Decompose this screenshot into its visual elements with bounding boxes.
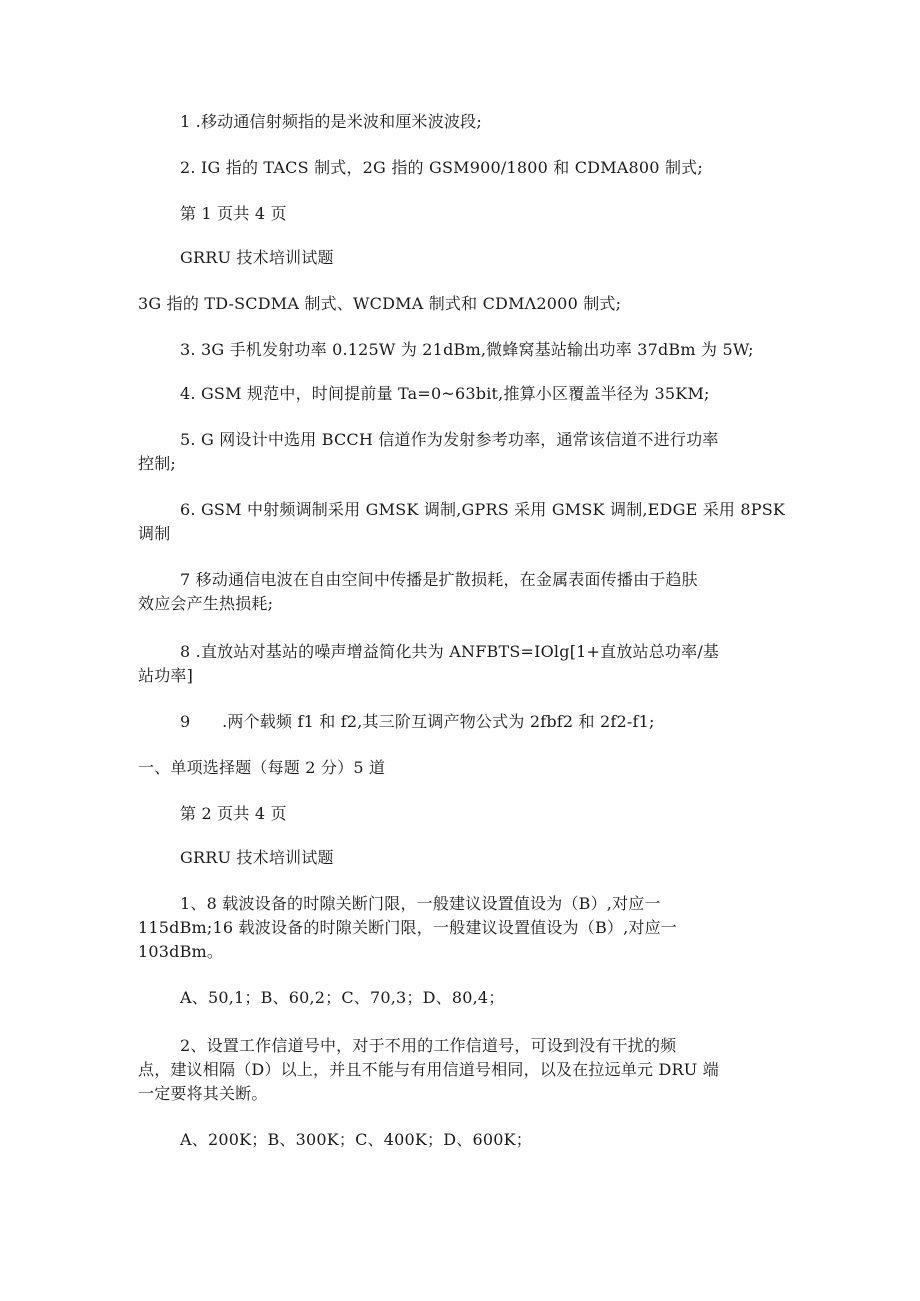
question-1-line-2: 115dBm;16 载波设备的时隙关断门限，一般建议设置值设为（B）,对应一	[138, 918, 677, 937]
question-2-options: A、200K；B、300K；C、400K；D、600K；	[180, 1130, 532, 1149]
item-5-line-2: 控制;	[138, 454, 176, 473]
question-1-options: A、50,1；B、60,2；C、70,3；D、80,4；	[180, 988, 505, 1007]
question-2-line-2: 点，建议相隔（D）以上，并且不能与有用信道号相同，以及在拉远单元 DRU 端	[138, 1060, 719, 1079]
question-1-line-3: 103dBm。	[138, 942, 224, 961]
item-8-line-1: 8 .直放站对基站的噪声增益简化共为 ANFBTS=IOlg[1+直放站总功率/基	[180, 642, 720, 661]
section-title: 一、单项选择题（每题 2 分）5 道	[138, 758, 386, 777]
item-2: 2. IG 指的 TACS 制式，2G 指的 GSM900/1800 和 CDMA800 制式;	[180, 158, 703, 177]
item-4: 4. GSM 规范中，时间提前量 Ta=0~63bit,推算小区覆盖半径为 35KM;	[180, 384, 710, 403]
item-1: 1 .移动通信射频指的是米波和厘米波波段;	[180, 112, 482, 131]
item-6-line-2: 调制	[138, 524, 171, 543]
item-3: 3. 3G 手机发射功率 0.125W 为 21dBm,微蜂窝基站输出功率 37dBm 为 5W;	[180, 340, 754, 359]
question-2-line-3: 一定要将其关断。	[138, 1084, 268, 1103]
item-5-line-1: 5. G 网设计中选用 BCCH 信道作为发射参考功率，通常该信道不进行功率	[180, 430, 719, 449]
page-header-2: GRRU 技术培训试题	[180, 848, 334, 867]
item-6-line-1: 6. GSM 中射频调制采用 GMSK 调制,GPRS 采用 GMSK 调制,EDGE 采用 8PSK	[180, 500, 786, 519]
item-9: 9 .两个载频 f1 和 f2,其三阶互调产物公式为 2fbf2 和 2f2-f1;	[180, 712, 655, 731]
question-1-line-1: 1、8 载波设备的时隙关断门限，一般建议设置值设为（B）,对应一	[180, 894, 661, 913]
page-number-2: 第 2 页共 4 页	[180, 804, 287, 823]
item-7-line-1: 7 移动通信电波在自由空间中传播是扩散损耗，在金属表面传播由于趋肤	[180, 570, 698, 589]
page-number-1: 第 1 页共 4 页	[180, 204, 287, 223]
item-7-line-2: 效应会产生热损耗;	[138, 594, 274, 613]
question-2-line-1: 2、设置工作信道号中，对于不用的工作信道号，可设到没有干扰的频	[180, 1036, 677, 1055]
item-8-line-2: 站功率]	[138, 666, 194, 685]
page-header-1: GRRU 技术培训试题	[180, 248, 334, 267]
item-3g-line: 3G 指的 TD-SCDMA 制式、WCDMA 制式和 CDMΛ2000 制式;	[138, 294, 622, 313]
